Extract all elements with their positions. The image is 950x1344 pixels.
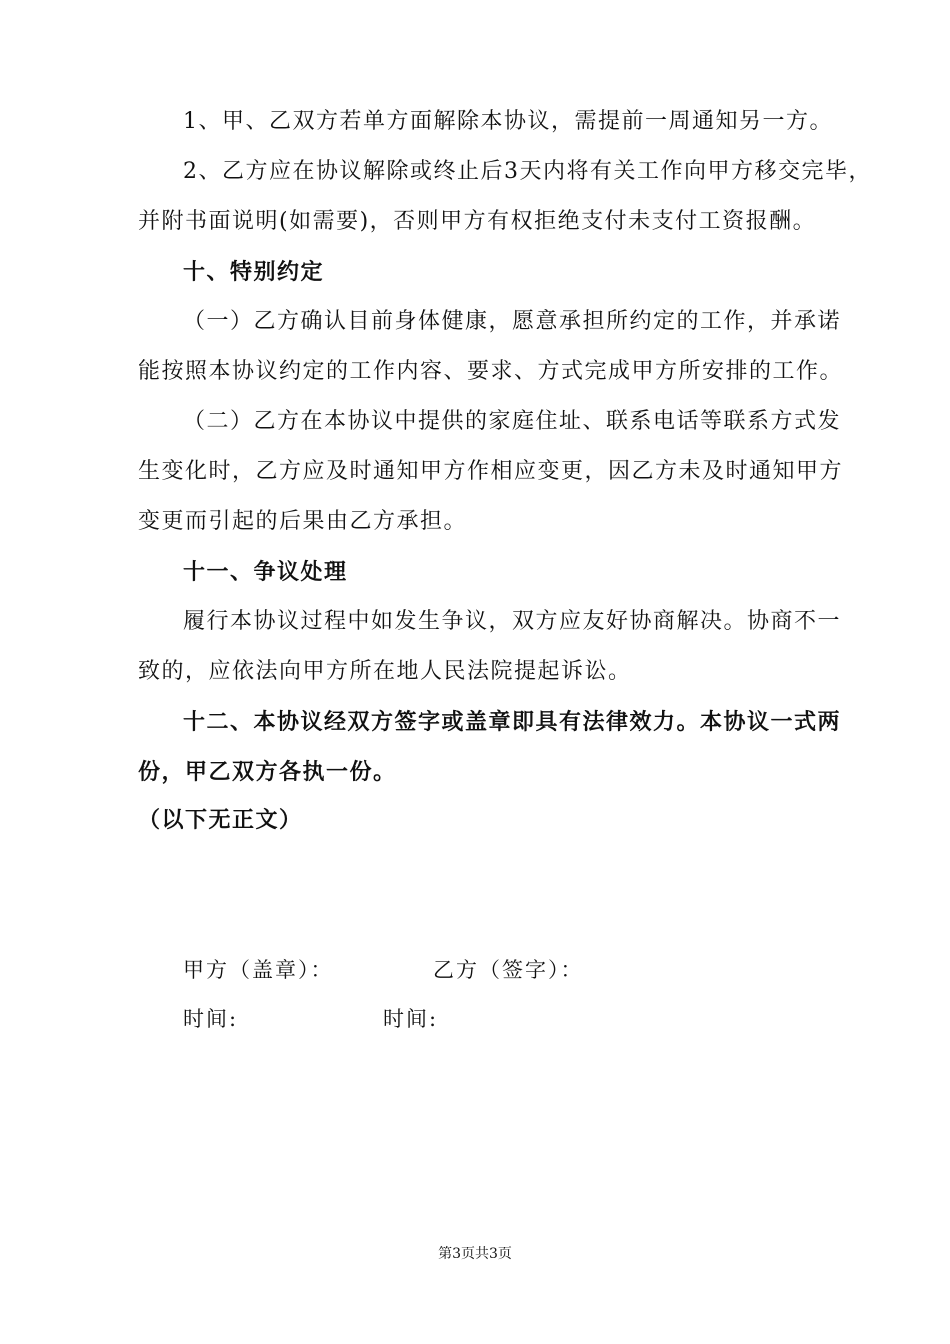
party-a-time-label: 时间: bbox=[183, 1007, 239, 1031]
clause10-heading: 十、特别约定 bbox=[183, 259, 325, 285]
clause10-sub1-line2: 能按照本协议约定的工作内容、要求、方式完成甲方所安排的工作。 bbox=[138, 359, 844, 384]
clause11-line2: 致的，应依法向甲方所在地人民法院提起诉讼。 bbox=[138, 659, 632, 684]
clause12-line1: 十二、本协议经双方签字或盖章即具有法律效力。本协议一式两 bbox=[183, 709, 842, 735]
party-a-seal-label: 甲方（盖章）： bbox=[183, 958, 334, 982]
clause10-sub1-line1: （一）乙方确认目前身体健康，愿意承担所约定的工作，并承诺 bbox=[183, 309, 842, 334]
clause12-line2: 份，甲乙双方各执一份。 bbox=[138, 759, 397, 785]
clause11-heading: 十一、争议处理 bbox=[183, 559, 348, 585]
party-b-signature-label: 乙方（签字）： bbox=[433, 958, 584, 982]
end-note: （以下无正文） bbox=[138, 807, 303, 833]
clause9-item2-line1: 2、乙方应在协议解除或终止后3天内将有关工作向甲方移交完毕， bbox=[183, 159, 872, 184]
clause9-item1: 1、甲、乙双方若单方面解除本协议，需提前一周通知另一方。 bbox=[183, 109, 833, 134]
clause11-line1: 履行本协议过程中如发生争议，双方应友好协商解决。协商不一 bbox=[183, 609, 842, 634]
clause10-sub2-line3: 变更而引起的后果由乙方承担。 bbox=[138, 509, 468, 534]
clause10-sub2-line2: 生变化时，乙方应及时通知甲方作相应变更，因乙方未及时通知甲方 bbox=[138, 459, 844, 484]
clause9-item2-line2: 并附书面说明(如需要)，否则甲方有权拒绝支付未支付工资报酬。 bbox=[138, 209, 817, 234]
party-b-time-label: 时间: bbox=[383, 1007, 439, 1031]
page-footer: 第3页共3页 bbox=[438, 1246, 512, 1262]
clause10-sub2-line1: （二）乙方在本协议中提供的家庭住址、联系电话等联系方式发 bbox=[183, 409, 842, 434]
